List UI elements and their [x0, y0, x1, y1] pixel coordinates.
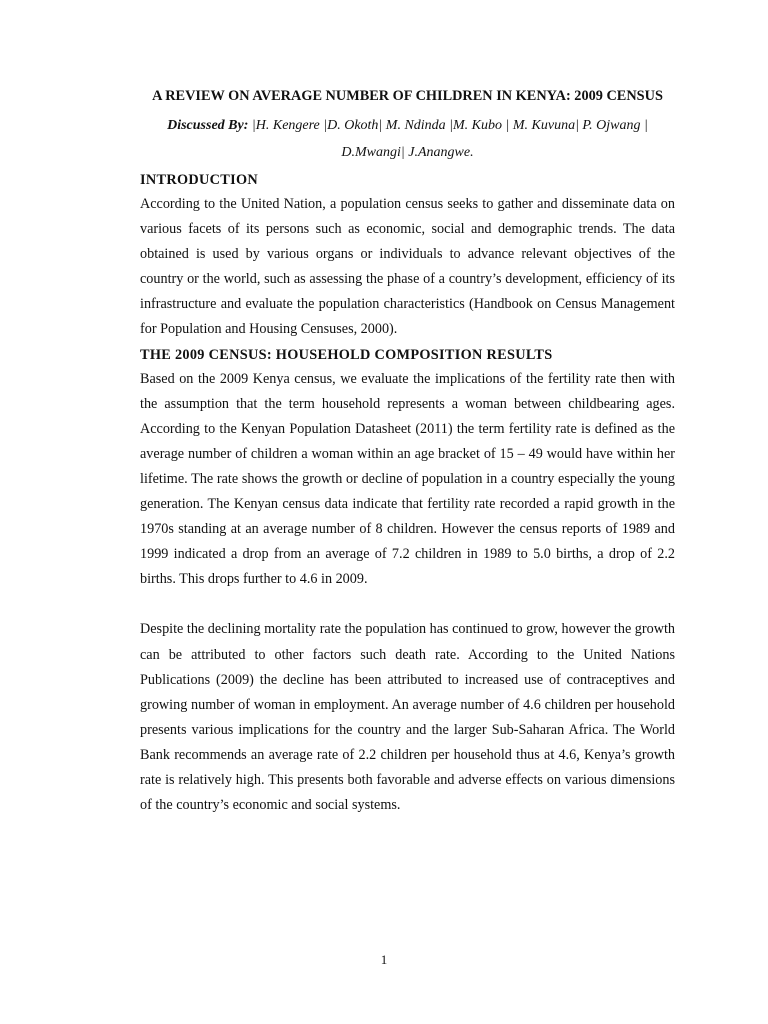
section-heading-household-results: THE 2009 CENSUS: HOUSEHOLD COMPOSITION RESULTS	[140, 346, 553, 363]
page-number: 1	[380, 952, 388, 967]
authors-lead-label: Discussed By:	[167, 118, 249, 133]
document-title: A REVIEW ON AVERAGE NUMBER OF CHILDREN IN KENYA: 2009 CENSUS	[152, 88, 663, 104]
introduction-paragraph: According to the United Nation, a population census seeks to gather and disseminate data on various facets of its persons such as economic, social and demographic trends. The data obtained is used by various organs or individuals to advance relevant objectives of the country or the world, such as assessing the phase of a country’s development, efficiency of its infrastructure and evaluate the population characteristics (Handbook on Census Management for Population and Housing Censuses, 2000).	[140, 196, 675, 338]
section-heading-introduction: INTRODUCTION	[140, 172, 258, 188]
paragraph-spacer	[140, 592, 675, 617]
authors-line	[140, 112, 675, 166]
household-results-paragraph-2: Despite the declining mortality rate the population has continued to grow, however the growth can be attributed to other factors such death rate. According to the United Nations Publications (2009) the decline has been attributed to increased use of contraceptives and growing number of woman in employment. An average number of 4.6 children per household presents various implications for the country and the larger Sub-Saharan Africa. The World Bank recommends an average rate of 2.2 children per household thus at 4.6, Kenya’s growth rate is relatively high. This presents both favorable and adverse effects on various dimensions of the country’s economic and social systems.	[140, 621, 675, 814]
page-content	[140, 84, 675, 818]
household-results-paragraph-1: Based on the 2009 Kenya census, we evaluate the implications of the fertility rate then with the assumption that the term household represents a woman between childbearing ages. According to the Kenyan Population Datasheet (2011) the term fertility rate is defined as the average number of children a woman within an age bracket of 15 – 49 would have within her lifetime. The rate shows the growth or decline of population in a country especially the young generation. The Kenyan census data indicate that fertility rate recorded a rapid growth in the 1970s standing at an average number of 8 children. However the census reports of 1989 and 1999 indicated a drop from an average of 7.2 children in 1989 to 5.0 births, a drop of 2.2 births. This drops further to 4.6 in 2009.	[140, 370, 675, 588]
authors-list: |H. Kengere |D. Okoth| M. Ndinda |M. Kubo | M. Kuvuna| P. Ojwang | D.Mwangi| J.Anangwe.	[251, 118, 648, 160]
